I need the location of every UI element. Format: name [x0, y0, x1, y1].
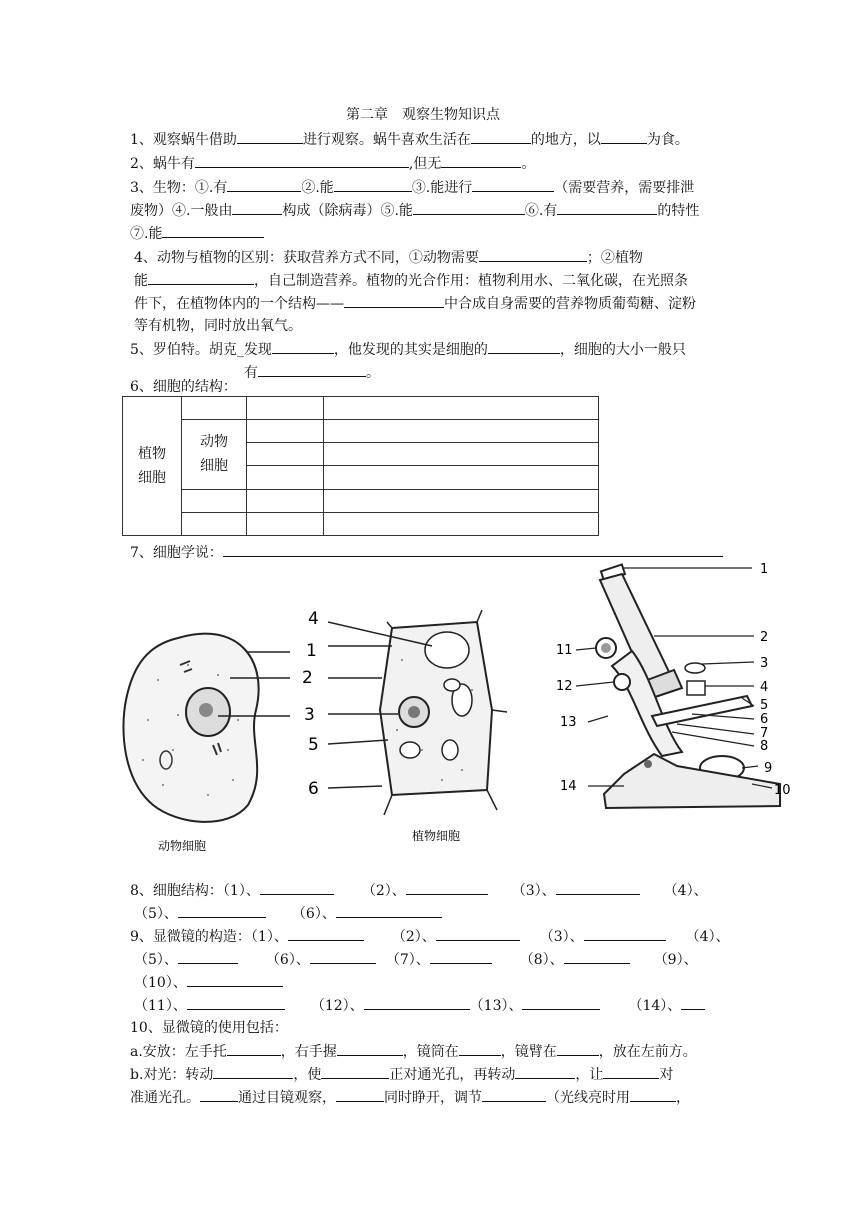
blank[interactable] — [472, 176, 554, 192]
table-cell[interactable] — [324, 443, 599, 466]
blank[interactable] — [441, 152, 521, 168]
q10-text: ，镜臂在 — [500, 1044, 557, 1060]
ms-label-11: 11 — [556, 643, 573, 658]
ms-label-2: 2 — [760, 630, 769, 645]
q5-text: ，他发现的其实是细胞的 — [333, 342, 488, 358]
blank[interactable] — [260, 879, 334, 895]
q5-text: 。 — [366, 365, 380, 381]
question-10-a — [130, 1040, 697, 1063]
q10-text: 对 — [659, 1067, 674, 1083]
blank[interactable] — [515, 1063, 575, 1079]
row-label-cell — [123, 397, 182, 536]
blank[interactable] — [430, 948, 492, 964]
q2-text-c: 。 — [521, 156, 536, 172]
table-cell[interactable] — [324, 397, 599, 420]
question-10-b-line-2 — [130, 1086, 690, 1109]
q9-text: （14）、 — [628, 998, 682, 1014]
label-5: 5 — [308, 735, 319, 755]
q1-text-d: 为食。 — [646, 132, 689, 148]
ms-label-10: 10 — [774, 783, 791, 798]
microscope-figure — [552, 556, 792, 836]
question-4-line-2 — [134, 269, 688, 292]
table-cell[interactable] — [324, 420, 599, 443]
q1-text-b: 进行观察。蜗牛喜欢生活在 — [302, 132, 471, 148]
q8-text: （2）、 — [361, 883, 406, 899]
question-10-title: 10、显微镜的使用包括： — [130, 1020, 288, 1036]
q3-text: ⑥.有 — [524, 203, 558, 219]
q8-text: （3）、 — [511, 883, 556, 899]
question-4-line-1 — [134, 246, 643, 269]
q10-text: ，让 — [575, 1067, 604, 1083]
blank[interactable] — [564, 948, 630, 964]
q9-text: （6）、 — [265, 952, 310, 968]
blank[interactable] — [227, 176, 301, 192]
label-1: 1 — [306, 641, 317, 661]
blank[interactable] — [556, 879, 640, 895]
question-5-line-2 — [244, 361, 380, 384]
blank[interactable] — [364, 994, 470, 1010]
ms-label-4: 4 — [760, 680, 769, 695]
question-5-line-1 — [130, 338, 686, 361]
q5-text: ，细胞的大小一般只 — [559, 342, 686, 358]
q10-text: ， — [676, 1090, 690, 1106]
q3-text: 3、生物：①.有 — [130, 180, 228, 196]
q9-text: （10）、 — [134, 975, 187, 991]
blank[interactable] — [406, 879, 488, 895]
q8-text: （6）、 — [291, 906, 336, 922]
q9-text: （4）、 — [685, 929, 730, 945]
page-title: 第二章 观察生物知识点 — [346, 107, 500, 123]
ms-label-3: 3 — [760, 656, 769, 671]
q9-text: （8）、 — [519, 952, 564, 968]
q1-text-c: 的地方，以 — [530, 132, 601, 148]
question-9-line-1 — [130, 925, 730, 948]
ms-label-7: 7 — [760, 726, 769, 741]
blank[interactable] — [344, 292, 444, 308]
blank[interactable] — [162, 222, 264, 238]
blank[interactable] — [288, 925, 364, 941]
cell-structure-table — [122, 396, 599, 536]
blank[interactable] — [227, 1040, 281, 1056]
q10-text: a.安放：左手托 — [130, 1044, 227, 1060]
q3-text: ⑦.能 — [130, 226, 163, 242]
table-cell[interactable] — [324, 466, 599, 489]
q5-text: 5、罗伯特。胡克_发现 — [130, 342, 272, 358]
q9-text: （11）、 — [134, 998, 187, 1014]
blank[interactable] — [232, 199, 282, 215]
question-10-b-line-1 — [130, 1063, 673, 1086]
microscope-stage — [652, 696, 752, 726]
ms-label-13: 13 — [560, 715, 577, 730]
q9-text: （2）、 — [391, 929, 436, 945]
q1-text-a: 1、观察蜗牛借助 — [130, 132, 237, 148]
q9-text: （9）、 — [653, 952, 698, 968]
label-6: 6 — [308, 779, 319, 799]
q4-text: 等有机物，同时放出氧气。 — [134, 318, 302, 334]
q4-text: ，自己制造营养。植物的光合作用：植物利用水、二氧化碳，在光照条 — [254, 273, 688, 289]
blank[interactable] — [200, 1086, 238, 1102]
blank[interactable] — [272, 338, 334, 354]
ms-label-1: 1 — [760, 562, 769, 577]
q3-text: ③.能进行 — [411, 180, 473, 196]
question-8-line-2 — [134, 902, 442, 925]
q3-text: 的特性 — [657, 203, 700, 219]
blank[interactable] — [479, 246, 587, 262]
q10-text: 通过目镜观察， — [238, 1090, 336, 1106]
q2-text-a: 2、蜗牛有 — [130, 156, 195, 172]
blank[interactable] — [187, 971, 283, 987]
q3-text: 构成（除病毒）⑤.能 — [282, 203, 413, 219]
q10-text: 同时睁开，调节 — [384, 1090, 482, 1106]
label-4: 4 — [308, 609, 319, 629]
blank[interactable] — [178, 948, 238, 964]
table-cell[interactable] — [247, 489, 324, 512]
q10-text: 正对通光孔，再转动 — [389, 1067, 516, 1083]
blank[interactable] — [482, 1086, 546, 1102]
q3-text: 废物）④.一般由 — [130, 203, 233, 219]
blank[interactable] — [336, 1086, 384, 1102]
microscope-base — [604, 754, 780, 808]
ms-label-8: 8 — [760, 739, 769, 754]
blank[interactable] — [603, 1063, 659, 1079]
row-label: 植物细胞 — [138, 446, 166, 486]
q10-text: （光线亮时用 — [546, 1090, 630, 1106]
question-6-title: 6、细胞的结构： — [130, 379, 237, 395]
question-8-line-1 — [130, 879, 708, 902]
question-1 — [130, 128, 689, 151]
q8-text: 8、细胞结构：（1）、 — [130, 883, 260, 899]
q9-text: （12）、 — [310, 998, 364, 1014]
q10-text: 准通光孔。 — [130, 1090, 200, 1106]
ms-label-9: 9 — [764, 761, 773, 776]
question-2 — [130, 152, 535, 175]
question-4-line-4 — [134, 315, 302, 337]
q9-text: （5）、 — [134, 952, 178, 968]
blank[interactable] — [237, 128, 303, 144]
ms-label-6: 6 — [760, 712, 769, 727]
table-cell[interactable] — [247, 512, 324, 535]
table-cell[interactable] — [247, 397, 324, 420]
q4-text: 4、动物与植物的区别：获取营养方式不同，①动物需要 — [134, 250, 479, 266]
sub-label: 动物细胞 — [200, 434, 228, 475]
blank[interactable] — [258, 361, 366, 377]
q2-text-b: ,但无 — [408, 156, 442, 172]
blank[interactable] — [337, 1040, 403, 1056]
plant-cell-vacuole — [425, 632, 469, 668]
blank[interactable] — [630, 1086, 676, 1102]
q4-text: ；②植物 — [586, 250, 643, 266]
blank[interactable] — [557, 199, 657, 215]
table-cell[interactable] — [182, 512, 247, 535]
question-9-line-4 — [134, 994, 705, 1017]
blank[interactable] — [557, 1040, 599, 1056]
label-2: 2 — [302, 668, 313, 688]
blank[interactable] — [436, 925, 520, 941]
table-cell[interactable] — [247, 420, 324, 443]
q4-text: 中合成自身需要的营养物质葡萄糖、淀粉 — [444, 296, 696, 312]
blank[interactable] — [522, 994, 600, 1010]
question-3-line-3 — [130, 222, 264, 245]
table-cell[interactable] — [182, 489, 247, 512]
q7-title: 7、细胞学说： — [130, 545, 223, 561]
blank[interactable] — [601, 128, 647, 144]
q4-text: 能 — [134, 273, 148, 289]
question-9-line-2 — [134, 948, 698, 971]
table-cell[interactable] — [247, 443, 324, 466]
blank[interactable] — [178, 902, 266, 918]
q10-text: ，镜筒在 — [402, 1044, 459, 1060]
blank[interactable] — [321, 1063, 389, 1079]
blank[interactable] — [488, 338, 560, 354]
q10-text: ，右手握 — [280, 1044, 337, 1060]
q9-text: （13）、 — [469, 998, 523, 1014]
ms-label-5: 5 — [760, 698, 769, 713]
question-9-line-3 — [134, 971, 283, 994]
ms-label-14: 14 — [560, 779, 577, 794]
ms-label-12: 12 — [556, 679, 573, 694]
animal-cell-caption: 动物细胞 — [158, 839, 207, 853]
blank[interactable] — [681, 994, 705, 1010]
q10-text: ，使 — [293, 1067, 322, 1083]
q5-text: 有 — [244, 365, 258, 381]
table-cell[interactable] — [247, 466, 324, 489]
q10-text: b.对光：转动 — [130, 1067, 214, 1083]
q9-text: （7）、 — [385, 952, 430, 968]
table-cell[interactable] — [324, 512, 599, 535]
q9-text: 9、显微镜的构造：（1）、 — [130, 929, 288, 945]
question-4-line-3 — [134, 292, 696, 315]
table-cell[interactable] — [182, 397, 247, 420]
blank[interactable] — [310, 948, 376, 964]
label-3: 3 — [304, 705, 315, 725]
blank[interactable] — [413, 199, 525, 215]
q8-text: （5）、 — [134, 906, 178, 922]
plant-cell-figure — [302, 600, 512, 850]
blank[interactable] — [187, 994, 285, 1010]
q8-text: （4）、 — [663, 883, 708, 899]
q3-text: ②.能 — [301, 180, 334, 196]
blank[interactable] — [459, 1040, 501, 1056]
sub-label-cell — [182, 420, 247, 489]
blank[interactable] — [223, 541, 723, 557]
table-cell[interactable] — [324, 489, 599, 512]
blank[interactable] — [336, 902, 442, 918]
question-3-line-2 — [130, 199, 699, 222]
blank[interactable] — [148, 269, 254, 285]
blank[interactable] — [584, 925, 666, 941]
question-3-line-1 — [130, 176, 694, 199]
q4-text: 件下，在植物体内的一个结构—— — [134, 296, 344, 312]
blank[interactable] — [195, 152, 409, 168]
q9-text: （3）、 — [539, 929, 584, 945]
blank[interactable] — [334, 176, 412, 192]
q3-text: （需要营养，需要排泄 — [554, 180, 695, 196]
plant-cell-caption: 植物细胞 — [412, 829, 461, 843]
q10-text: ，放在左前方。 — [598, 1044, 697, 1060]
blank[interactable] — [213, 1063, 293, 1079]
blank[interactable] — [471, 128, 531, 144]
